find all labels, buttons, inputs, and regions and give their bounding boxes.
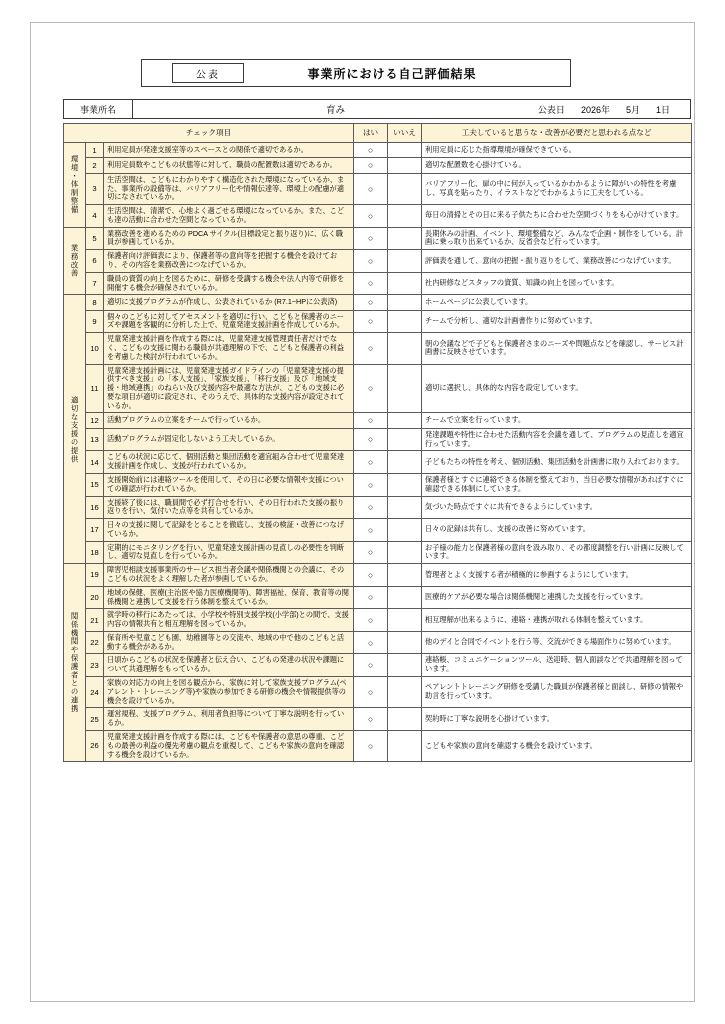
answer-no[interactable] [388, 250, 422, 273]
answer-no[interactable] [388, 677, 422, 708]
answer-no[interactable] [388, 708, 422, 731]
answer-yes[interactable]: ○ [354, 158, 388, 173]
check-item-text: 定期的にモニタリングを行い、児童発達支援計画の見直しの必要性を判断し、適切な見直しを行っているか。 [104, 541, 354, 564]
check-item-text: 日々の支援に関して記録をとることを徹底し、支援の検証・改善につなげているか。 [104, 519, 354, 542]
answer-no[interactable] [388, 654, 422, 677]
answer-yes[interactable]: ○ [354, 428, 388, 451]
table-row [64, 310, 692, 333]
table-row [64, 586, 692, 609]
row-number: 10 [86, 333, 104, 364]
table-row [64, 173, 692, 204]
table-row [64, 473, 692, 496]
table-row [64, 677, 692, 708]
answer-yes[interactable]: ○ [354, 295, 388, 310]
row-number: 26 [86, 730, 104, 761]
col-header-no: いいえ [388, 124, 422, 143]
table-row [64, 541, 692, 564]
answer-yes[interactable]: ○ [354, 451, 388, 474]
answer-yes[interactable]: ○ [354, 586, 388, 609]
answer-no[interactable] [388, 564, 422, 587]
table-row [64, 333, 692, 364]
check-item-text: 児童発達支援計画を作成する際には、こどもや保護者の意思の尊重、こどもの最善の利益の優先考慮の観点を重視して、こどもや家族の意向を確認する機会を設けているか。 [104, 730, 354, 761]
answer-no[interactable] [388, 586, 422, 609]
row-number: 7 [86, 272, 104, 295]
table-row [64, 428, 692, 451]
answer-no[interactable] [388, 451, 422, 474]
comment-text[interactable]: 相互理解が出来るように、連絡・連携が取れる体制を整えています。 [422, 609, 692, 632]
publish-year: 2026年 [580, 104, 610, 115]
check-item-text: 適切に支援プログラムが作成し、公表されているか (R7.1~HPに公表済) [104, 295, 354, 310]
row-number: 15 [86, 473, 104, 496]
answer-yes[interactable]: ○ [354, 364, 388, 413]
comment-text[interactable]: 連絡帳、コミュニケーションツール、送迎時、個人面談などで共通理解を図っています。 [422, 654, 692, 677]
answer-no[interactable] [388, 609, 422, 632]
row-number: 17 [86, 519, 104, 542]
document-header [141, 59, 571, 87]
table-row [64, 272, 692, 295]
answer-no[interactable] [388, 295, 422, 310]
row-number: 13 [86, 428, 104, 451]
answer-no[interactable] [388, 143, 422, 158]
answer-yes[interactable]: ○ [354, 250, 388, 273]
check-item-text: 活動プログラムの立案をチームで行っているか。 [104, 413, 354, 428]
publish-date [538, 103, 690, 116]
table-row [64, 654, 692, 677]
check-item-text: 保育所や児童こども園、幼稚園等との交流や、地域の中で他のこどもと活動する機会があるか。 [104, 631, 354, 654]
row-number: 16 [86, 496, 104, 519]
table-row [64, 364, 692, 413]
office-name-label: 事業所名 [64, 100, 133, 118]
answer-no[interactable] [388, 333, 422, 364]
category-cell: 環境・体制整備 [64, 143, 86, 228]
comment-text[interactable]: 毎日の清掃とその日に来る子供たちに合わせた空間づくりをも心がけています。 [422, 205, 692, 228]
self-evaluation-table [63, 123, 692, 762]
comment-text[interactable]: 日々の記録は共有し、支援の改善に努めています。 [422, 519, 692, 542]
row-number: 11 [86, 364, 104, 413]
table-body [64, 143, 692, 762]
publish-date-label: 公表日 [537, 104, 565, 115]
row-number: 5 [86, 227, 104, 250]
comment-text[interactable]: ホームページに公表しています。 [422, 295, 692, 310]
row-number: 20 [86, 586, 104, 609]
comment-text[interactable]: 朝の会議などで子どもと保護者さまのニーズや問題点などを確認し、サービス計画書に反映させています。 [422, 333, 692, 364]
answer-yes[interactable]: ○ [354, 227, 388, 250]
table-row [64, 158, 692, 173]
answer-no[interactable] [388, 496, 422, 519]
table-header-row [64, 124, 692, 143]
check-item-text: 児童発達支援計画には、児童発達支援ガイドラインの「児童発達支援の提供すべき支援」の「本人支援」、「家族支援」、「移行支援」及び「地域支援・地域連携」のねらい及び支援内容や最適な方法が、こどもの支援に必要な項目が適切に設定され、そのうえで、具体的な支援内容が設定されているか。 [104, 364, 354, 413]
row-number: 9 [86, 310, 104, 333]
comment-text[interactable]: お子様の能力と保護者様の意向を汲み取り、その都度調整を行い計画に反映しています。 [422, 541, 692, 564]
row-number: 12 [86, 413, 104, 428]
check-item-text: 家族の対応力の向上を図る観点から、家族に対して家族支援プログラム(ペアレント・トレーニング等)や家族の参加できる研修の機会や情報提供等の機会を設けているか。 [104, 677, 354, 708]
answer-yes[interactable]: ○ [354, 654, 388, 677]
comment-text[interactable]: 利用定員に応じた指導環境が確保できている。 [422, 143, 692, 158]
answer-no[interactable] [388, 428, 422, 451]
check-item-text: 生活空間は、清潔で、心地よく過ごせる環境になっているか。また、こども達の活動に合わせた空間となっているか。 [104, 205, 354, 228]
check-item-text: 業務改善を進めるための PDCA サイクル(目標設定と振り返り)に、広く職員が参画しているか。 [104, 227, 354, 250]
comment-text[interactable]: チームで立案を行っています。 [422, 413, 692, 428]
category-cell: 適切な支援の提供 [64, 295, 86, 564]
row-number: 2 [86, 158, 104, 173]
row-number: 6 [86, 250, 104, 273]
answer-no[interactable] [388, 364, 422, 413]
answer-yes[interactable]: ○ [354, 272, 388, 295]
answer-yes[interactable]: ○ [354, 609, 388, 632]
table-row [64, 227, 692, 250]
row-number: 19 [86, 564, 104, 587]
answer-no[interactable] [388, 519, 422, 542]
row-number: 23 [86, 654, 104, 677]
answer-yes[interactable]: ○ [354, 708, 388, 731]
table-row [64, 413, 692, 428]
page-title: 事業所における自己評価結果 [307, 66, 477, 81]
row-number: 18 [86, 541, 104, 564]
meta-row [63, 99, 691, 119]
office-name-value: 育み [325, 105, 345, 116]
comment-text[interactable]: 社内研修などスタッフの資質、知識の向上を図っています。 [422, 272, 692, 295]
row-number: 21 [86, 609, 104, 632]
check-item-text: 日頃からこどもの状況を保護者と伝え合い、こどもの発達の状況や課題について共通理解をもっているか。 [104, 654, 354, 677]
comment-text[interactable]: 他のデイと合同でイベントを行う等、交流ができる場面作りに努めています。 [422, 631, 692, 654]
table-row [64, 631, 692, 654]
check-item-text: 障害児相談支援事業所のサービス担当者会議や関係機関との会議に、そのこどもの状況をよく理解した者が参画しているか。 [104, 564, 354, 587]
comment-text[interactable]: 保護者様とすぐに連絡できる体制を整えており、当日必要な情報があればすぐに確認できる体制にしています。 [422, 473, 692, 496]
row-number: 22 [86, 631, 104, 654]
row-number: 3 [86, 173, 104, 204]
table-row [64, 451, 692, 474]
table-row [64, 564, 692, 587]
comment-text[interactable]: 評価表を通して、意向の把握・振り返りをして、業務改善につなげています。 [422, 250, 692, 273]
check-item-text: 地域の保健、医療(主治医や協力医療機関等)、障害福祉、保育、教育等の関係機関と連携して支援を行う体制を整えているか。 [104, 586, 354, 609]
publish-day: 1日 [655, 104, 670, 115]
row-number: 4 [86, 205, 104, 228]
check-item-text: 就学時の移行にあたっては、小学校や特別支援学校(小学部)との間で、支援内容の情報共有と相互理解を図っているか。 [104, 609, 354, 632]
comment-text[interactable]: チームで分析し、適切な計画書作りに努めています。 [422, 310, 692, 333]
answer-yes[interactable]: ○ [354, 473, 388, 496]
check-item-text: 職員の資質の向上を図るために、研修を受講する機会や法人内等で研修を開催する機会が確保されているか。 [104, 272, 354, 295]
answer-yes[interactable]: ○ [354, 631, 388, 654]
answer-no[interactable] [388, 473, 422, 496]
comment-text[interactable]: 発達課題や特性に合わせた活動内容を会議を通して、プログラムの見直しを適宜行っています。 [422, 428, 692, 451]
table-row [64, 519, 692, 542]
comment-text[interactable]: 子どもたちの特性を考え、個別活動、集団活動を計画書に取り入れております。 [422, 451, 692, 474]
table-row [64, 295, 692, 310]
check-item-text: 活動プログラムが固定化しないよう工夫しているか。 [104, 428, 354, 451]
row-number: 14 [86, 451, 104, 474]
answer-yes[interactable]: ○ [354, 143, 388, 158]
publish-month: 5月 [625, 104, 640, 115]
check-item-text: 保護者向け評価表により、保護者等の意向等を把握する機会を設けており、その内容を業務改善につなげているか。 [104, 250, 354, 273]
answer-yes[interactable]: ○ [354, 413, 388, 428]
row-number: 24 [86, 677, 104, 708]
table-row [64, 205, 692, 228]
comment-text[interactable]: 管理者とよく支援する者が積極的に参画するようにしています。 [422, 564, 692, 587]
comment-text[interactable]: バリアフリー化、扉の中に何が入っているかわかるように障がいの特性を考慮し、写真を貼ったり、イラストなどでわかるように工夫をしている。 [422, 173, 692, 204]
comment-text[interactable]: こどもや家族の意向を確認する機会を設けています。 [422, 730, 692, 761]
row-number: 1 [86, 143, 104, 158]
answer-yes[interactable]: ○ [354, 173, 388, 204]
public-badge: 公表 [172, 63, 244, 83]
table-row [64, 143, 692, 158]
check-item-text: 支援終了後には、職員間で必ず打合せを行い、その日行われた支援の振り返りを行い、気付いた点等を共有しているか。 [104, 496, 354, 519]
table-row [64, 730, 692, 761]
comment-text[interactable]: 適切に選択し、具体的な内容を設定しています。 [422, 364, 692, 413]
col-header-comment: 工夫していると思うな・改善が必要だと思われる点など [422, 124, 692, 143]
answer-yes[interactable]: ○ [354, 564, 388, 587]
table-row [64, 609, 692, 632]
answer-yes[interactable]: ○ [354, 730, 388, 761]
table-row [64, 496, 692, 519]
answer-yes[interactable]: ○ [354, 519, 388, 542]
row-number: 8 [86, 295, 104, 310]
answer-no[interactable] [388, 541, 422, 564]
answer-no[interactable] [388, 310, 422, 333]
row-number: 25 [86, 708, 104, 731]
comment-text[interactable]: ペアレントトレーニング研修を受講した職員が保護者様と面談し、研修の情報や助言を行っています。 [422, 677, 692, 708]
comment-text[interactable]: 気づいた時点ですぐに共有できるようにしています。 [422, 496, 692, 519]
col-header-yes: はい [354, 124, 388, 143]
comment-text[interactable]: 医療的ケアが必要な場合は関係機関と連携した支援を行っています。 [422, 586, 692, 609]
answer-yes[interactable]: ○ [354, 205, 388, 228]
answer-yes[interactable]: ○ [354, 333, 388, 364]
answer-yes[interactable]: ○ [354, 677, 388, 708]
check-item-text: こどもの状況に応じて、個別活動と集団活動を適宜組み合わせて児童発達支援計画を作成し、支援が行われているか。 [104, 451, 354, 474]
check-item-text: 運営規程、支援プログラム、利用者負担等について丁寧な説明を行っているか。 [104, 708, 354, 731]
category-cell: 業務改善 [64, 227, 86, 295]
comment-text[interactable]: 長期休みの計画、イベント、環境整備など、みんなで企画・制作をしている。計画に乗っ取り出来ているか、反省会など行っています。 [422, 227, 692, 250]
col-header-check-item: チェック項目 [64, 124, 354, 143]
check-item-text: 生活空間は、こどもにわかりやすく構造化された環境になっているか、また、事業所の設備等は、バリアフリー化や情報伝達等、環境上の配慮が適切になされているか。 [104, 173, 354, 204]
check-item-text: 利用定員が発達支援室等のスペースとの関係で適切であるか。 [104, 143, 354, 158]
answer-no[interactable] [388, 173, 422, 204]
table-row [64, 250, 692, 273]
answer-no[interactable] [388, 227, 422, 250]
check-item-text: 支援開始前には連絡ツールを使用して、その日に必要な情報や支援についての確認が行われているか。 [104, 473, 354, 496]
answer-no[interactable] [388, 205, 422, 228]
answer-no[interactable] [388, 158, 422, 173]
answer-no[interactable] [388, 730, 422, 761]
table-row [64, 708, 692, 731]
document-sheet [30, 22, 695, 1002]
answer-no[interactable] [388, 631, 422, 654]
check-item-text: 児童発達支援計画を作成する際には、児童発達支援管理責任者だけでなく、こどもの支援に関わる職員が共通理解の下で、こどもと保護者の利益を考慮した検討が行われているか。 [104, 333, 354, 364]
comment-text[interactable]: 適切な配置数を心掛けている。 [422, 158, 692, 173]
check-item-text: 個々のこどもに対してアセスメントを適切に行い、こどもと保護者のニーズや課題を客観的に分析した上で、児童発達支援計画を作成しているか。 [104, 310, 354, 333]
comment-text[interactable]: 契約時に丁寧な説明を心掛けています。 [422, 708, 692, 731]
answer-yes[interactable]: ○ [354, 541, 388, 564]
answer-yes[interactable]: ○ [354, 310, 388, 333]
category-cell: 関係機関や保護者との連携 [64, 564, 86, 762]
answer-yes[interactable]: ○ [354, 496, 388, 519]
check-item-text: 利用定員数やこどもの状態等に対して、職員の配置数は適切であるか。 [104, 158, 354, 173]
answer-no[interactable] [388, 272, 422, 295]
answer-no[interactable] [388, 413, 422, 428]
